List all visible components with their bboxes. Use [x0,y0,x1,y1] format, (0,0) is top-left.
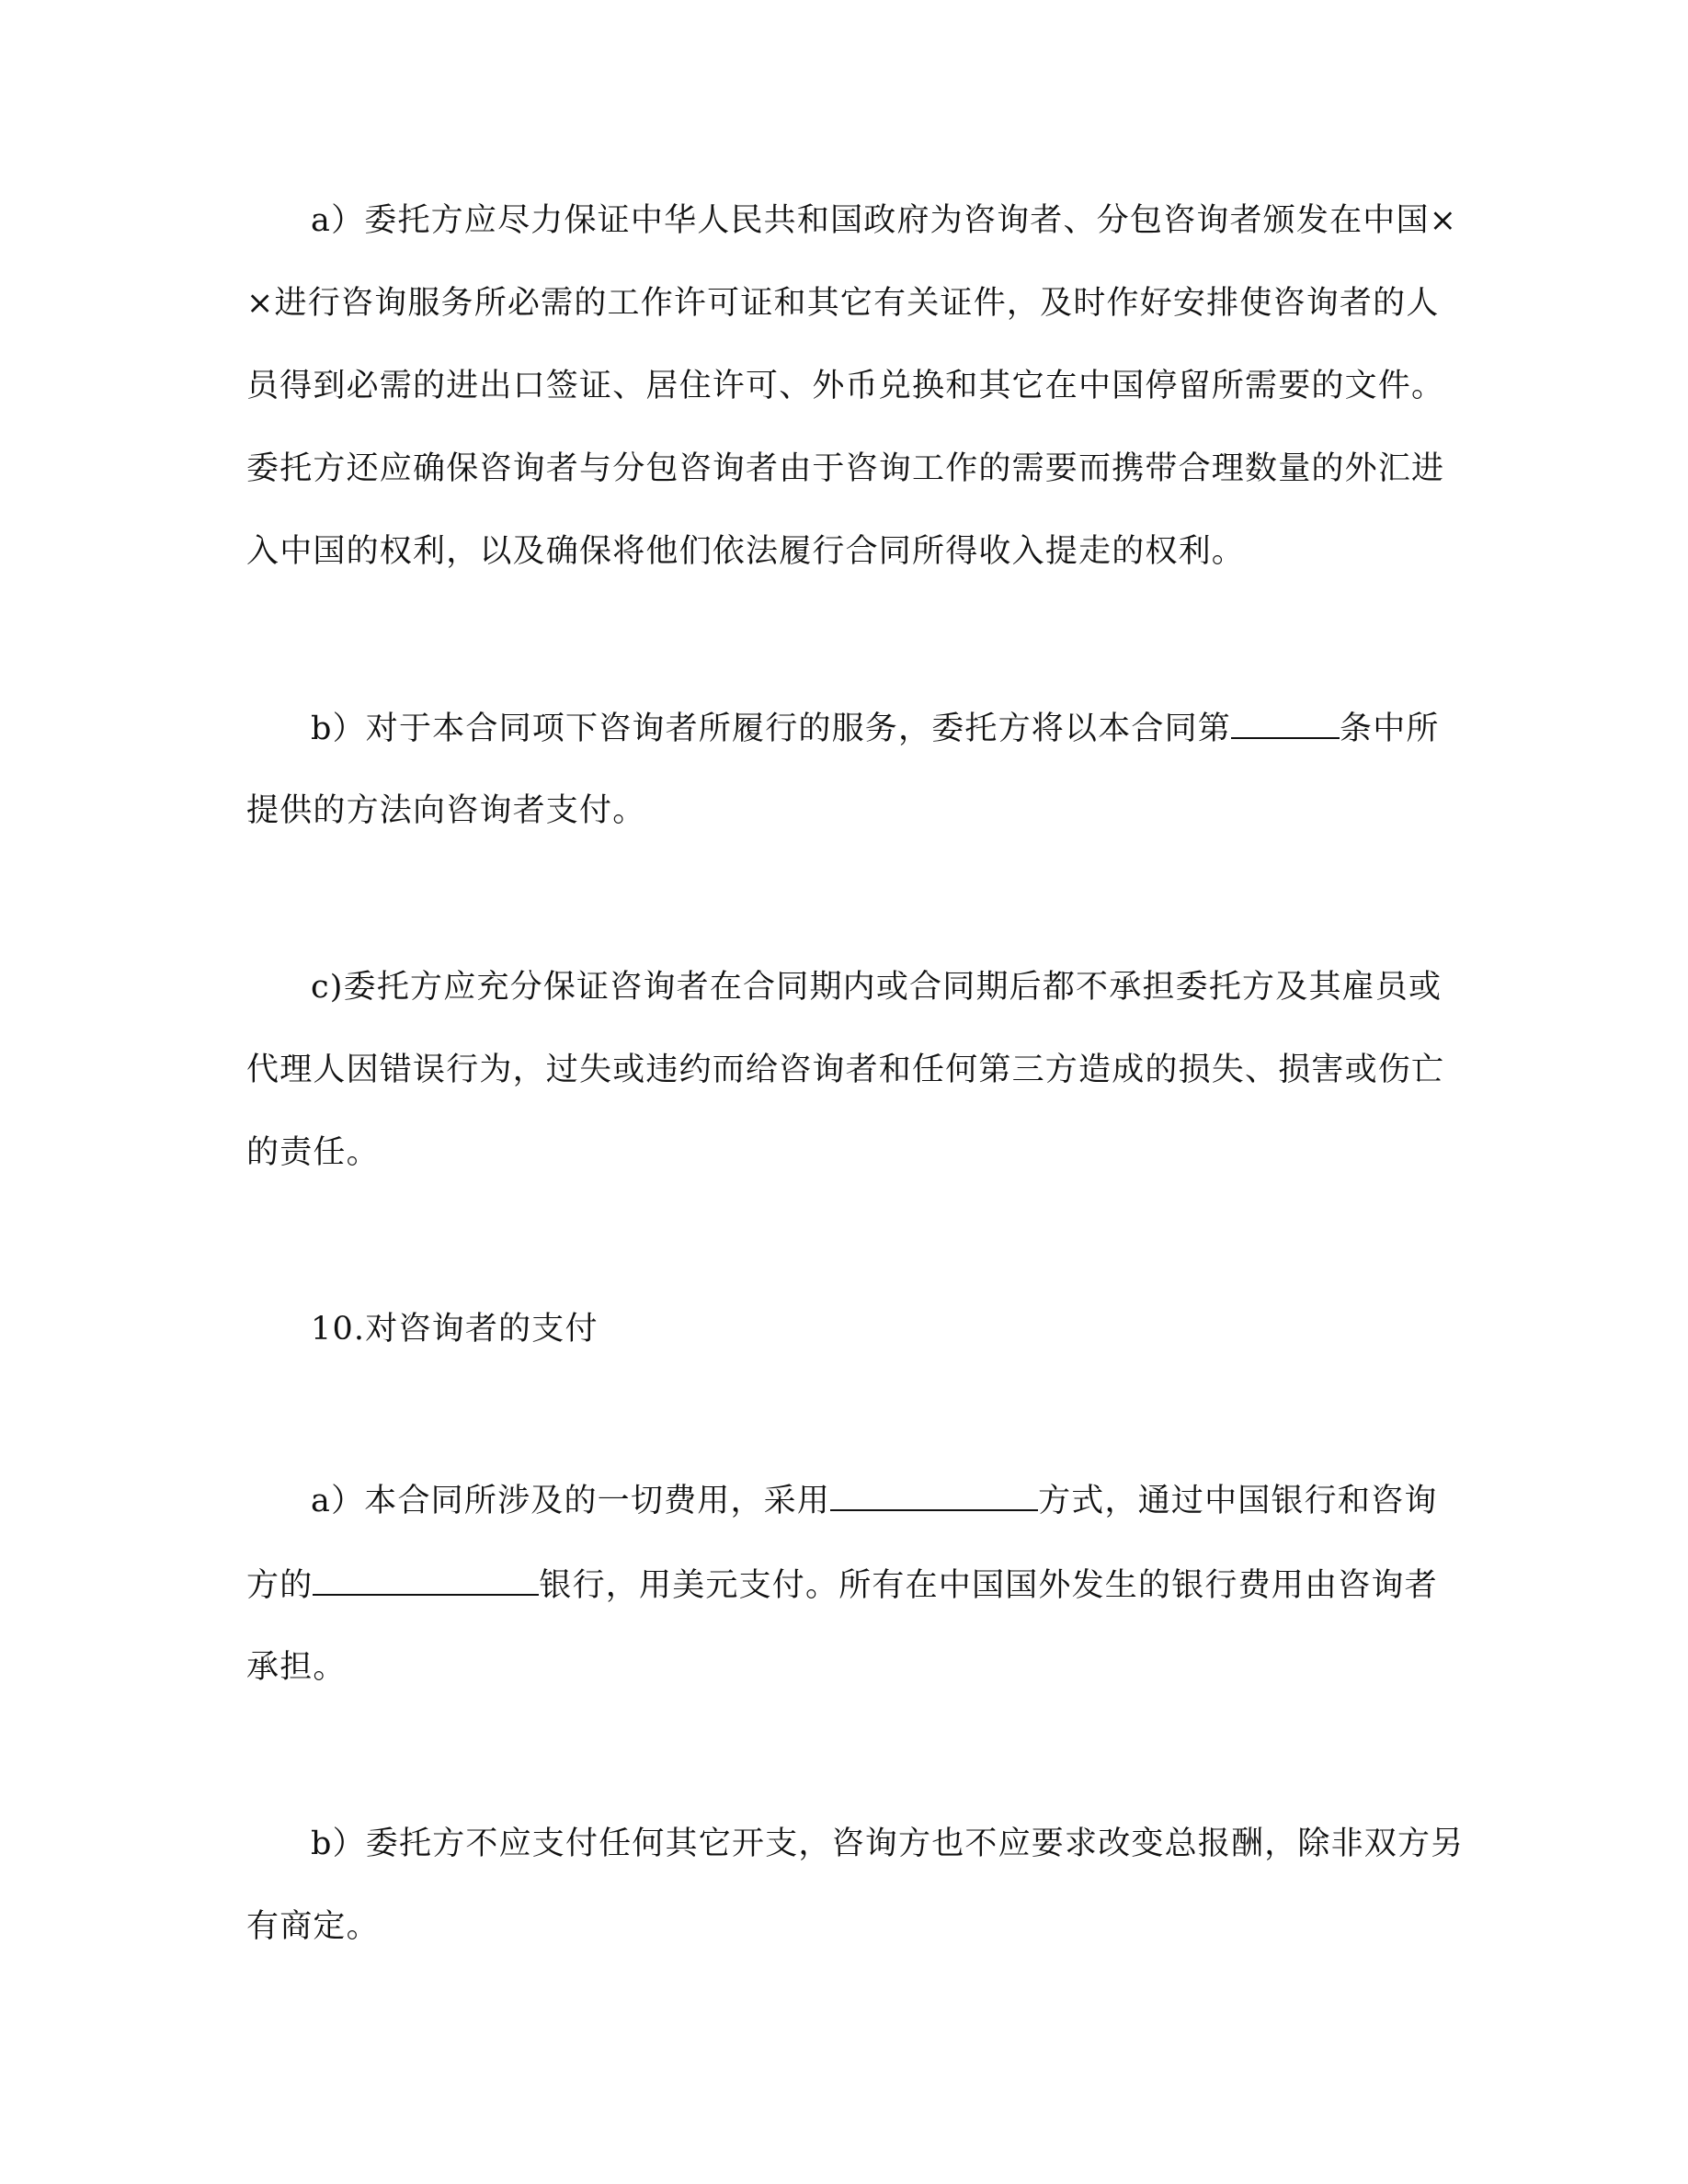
clause-c-line-3: 的责任。 [246,1134,380,1171]
payment-a-text-before-blank: a）本合同所涉及的一切费用，采用 [311,1483,831,1519]
section-10-heading: 10.对咨询者的支付 [311,1311,599,1348]
payment-a-line-2-after-blank: 银行，用美元支付。所有在中国国外发生的银行费用由咨询者 [539,1567,1438,1604]
clause-b-line-1 [311,708,1442,749]
payment-a-line-2 [246,1564,1442,1606]
payment-a-line-1 [311,1480,1442,1521]
clause-b-text-after-blank: 条中所 [1340,711,1440,747]
clause-a-line-4: 委托方还应确保咨询者与分包咨询者由于咨询工作的需要而携带合理数量的外汇进 [246,450,1445,487]
payment-b-line-1: b）委托方不应支付任何其它开支，咨询方也不应要求改变总报酬，除非双方另 [311,1826,1465,1862]
clause-a-line-2: ×进行咨询服务所必需的工作许可证和其它有关证件，及时作好安排使咨询者的人 [246,285,1440,322]
clause-c-line-2: 代理人因错误行为，过失或违约而给咨询者和任何第三方造成的损失、损害或伤亡 [246,1052,1445,1088]
clause-c-line-1: c)委托方应充分保证咨询者在合同期内或合同期后都不承担委托方及其雇员或 [311,969,1443,1006]
payment-a-text-after-blank: 方式，通过中国银行和咨询 [1038,1483,1438,1519]
clause-b-line-2: 提供的方法向咨询者支付。 [246,792,646,829]
clause-a-line-5: 入中国的权利，以及确保将他们依法履行合同所得收入提走的权利。 [246,533,1246,570]
clause-b-text-before-blank: b）对于本合同项下咨询者所履行的服务，委托方将以本合同第 [311,711,1232,747]
bank-name-blank[interactable] [313,1564,539,1596]
article-number-blank[interactable] [1231,708,1340,739]
payment-b-line-2: 有商定。 [246,1908,380,1945]
payment-method-blank[interactable] [830,1480,1038,1511]
clause-a-line-3: 员得到必需的进出口签证、居住许可、外币兑换和其它在中国停留所需要的文件。 [246,368,1445,404]
payment-a-line-2-before-blank: 方的 [246,1567,314,1604]
payment-a-line-3: 承担。 [246,1649,347,1686]
clause-a-line-1: a）委托方应尽力保证中华人民共和国政府为咨询者、分包咨询者颁发在中国× [311,202,1458,239]
